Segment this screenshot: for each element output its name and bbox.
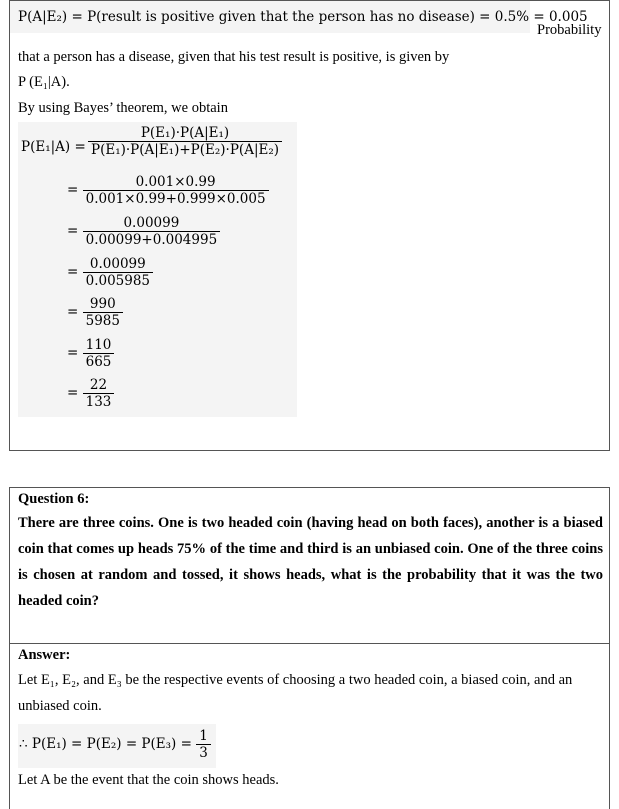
bayes-denominator: P(E₁)·P(A|E₁)+P(E₂)·P(A|E₂): [88, 141, 282, 158]
step-5-den: 665: [83, 353, 115, 370]
answer-formula-den: 3: [196, 744, 211, 761]
step-2: = $\frac{0.00099}{0.00099+0.004995}$: [67, 215, 220, 248]
step-6: = $\frac{22}{133}$: [67, 377, 114, 410]
answer-formula-lhs: ∴ P(E₁) = P(E₂) = P(E₃) =: [19, 736, 192, 752]
step-3-num: 0.00099: [89, 256, 146, 272]
bayes-fraction: [88, 125, 282, 158]
step-4-num: 990: [89, 296, 116, 312]
step-2-den: 0.00099+0.004995: [83, 231, 221, 248]
bayes-derivation-image: [18, 122, 297, 417]
step-5: = $\frac{110}{665}$: [67, 337, 114, 370]
bayes-lhs: P(E₁|A) =: [21, 139, 86, 155]
step-6-num: 22: [89, 377, 108, 393]
step-3-den: 0.005985: [83, 272, 153, 289]
text-line-2: P (E₁|A).: [18, 74, 70, 90]
answer-line-3: Let A be the event that the coin shows heads.: [18, 772, 279, 788]
step-4-den: 5985: [83, 312, 123, 329]
question-heading: Question 6:: [18, 491, 90, 507]
step-1: = $\frac{0.001\times 0.99}{0.001\times 0.99+0.999\times 0.005}$: [67, 174, 269, 207]
answer-heading: Answer:: [18, 647, 71, 663]
top-formula: P(A|E₂) = P(result is positive given that the person has no disease) = 0.5% = 0.005: [18, 9, 588, 25]
answer-box: [9, 643, 610, 809]
step-5-num: 110: [85, 337, 112, 353]
answer-formula-num: 1: [199, 728, 208, 744]
step-1-num: 0.001×0.99: [135, 174, 216, 190]
question-text: There are three coins. One is two headed coin (having head on both faces), another is a biased coin that comes up heads 75% of the time and third is an unbiased coin. One of the three coins is chosen at random and tossed, it shows heads, what is the probability that it was the two headed coin?: [18, 515, 603, 609]
step-1-den: 0.001×0.99+0.999×0.005: [83, 190, 269, 207]
question-box: [9, 487, 610, 644]
solution-box: [9, 0, 610, 451]
step-2-num: 0.00099: [123, 215, 180, 231]
text-line-3: By using Bayes’ theorem, we obtain: [18, 100, 228, 116]
step-6-den: 133: [83, 393, 115, 410]
step-3: = $\frac{0.00099}{0.005985}$: [67, 256, 153, 289]
step-4: = $\frac{990}{5985}$: [67, 296, 123, 329]
answer-line-1: Let E₁, E₂, and E₃ be the respective events of choosing a two headed coin, a biased coin, and an: [18, 672, 573, 688]
text-line-1: that a person has a disease, given that his test result is positive, is given by: [18, 49, 450, 65]
bayes-numerator: P(E₁)·P(A|E₁): [140, 125, 230, 141]
top-right-word: Probability: [537, 22, 602, 38]
answer-formula: [19, 728, 211, 761]
answer-line-2: unbiased coin.: [18, 698, 102, 714]
